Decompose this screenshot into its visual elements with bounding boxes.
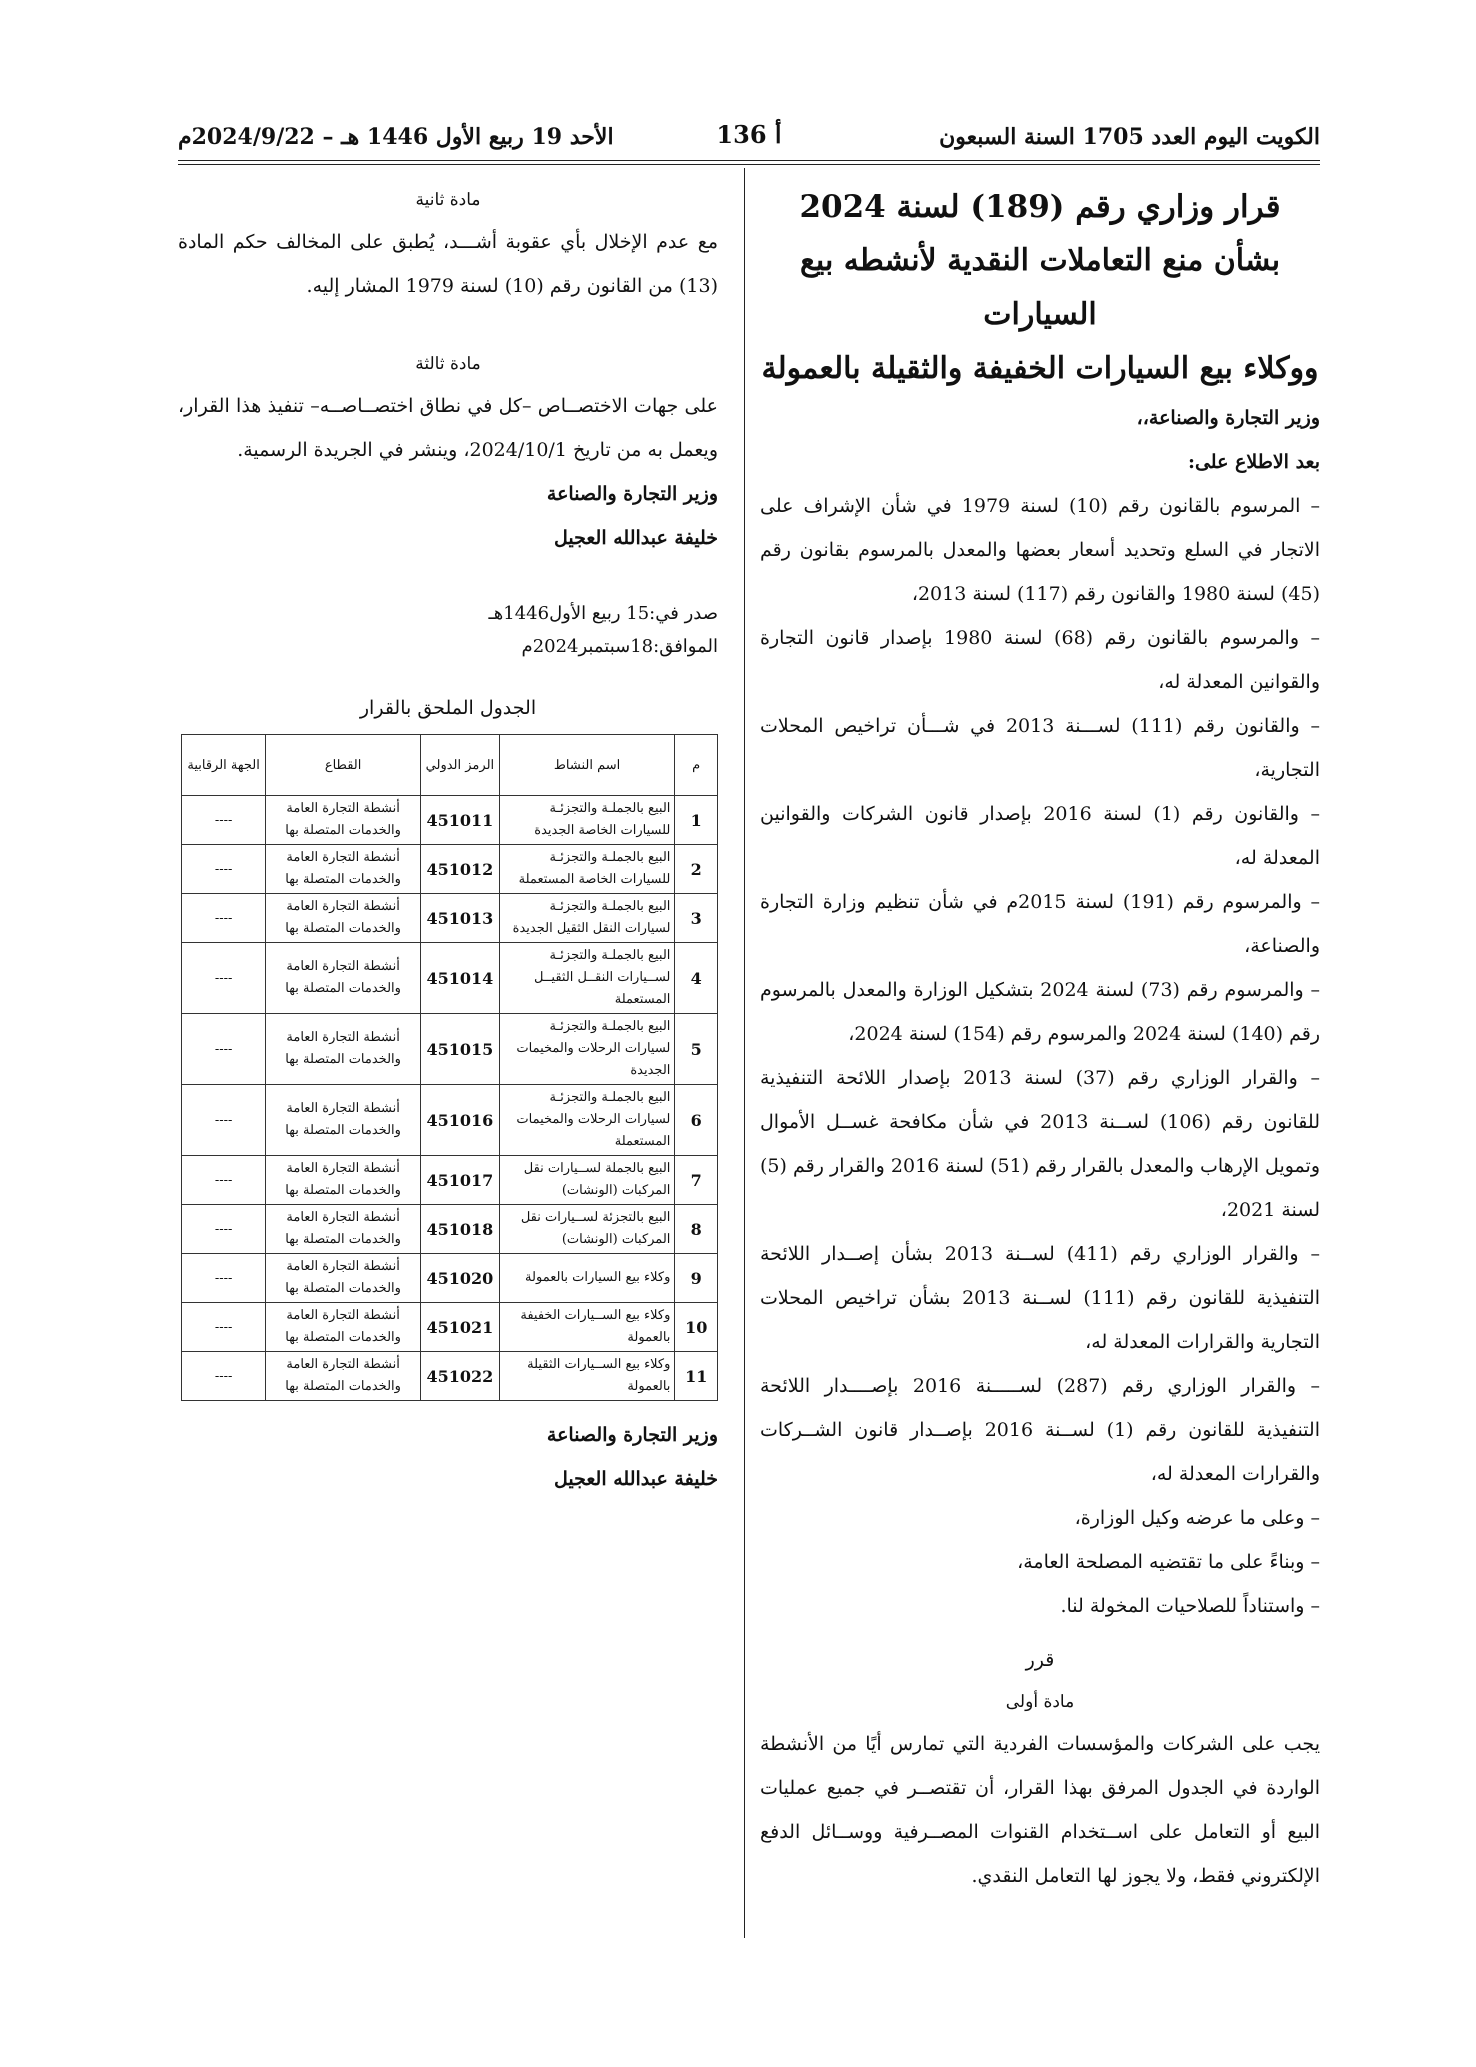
preamble-paragraph: بعد الاطلاع على: bbox=[1187, 451, 1320, 473]
header-rule bbox=[178, 160, 1320, 161]
row-number: 1 bbox=[675, 796, 718, 845]
right-column bbox=[760, 180, 1320, 1898]
footer-signature-name: خليفة عبدالله العجيل bbox=[553, 1468, 718, 1490]
signature-title: وزير التجارة والصناعة bbox=[546, 483, 718, 505]
table-row bbox=[182, 894, 718, 943]
row-sector: أنشطة التجارة العامة والخدمات المتصلة بها bbox=[266, 943, 421, 1014]
table-row bbox=[182, 845, 718, 894]
gazette-issue-info: الكويت اليوم العدد 1705 السنة السبعون bbox=[939, 124, 1320, 150]
row-code: 451022 bbox=[421, 1352, 500, 1401]
annex-table-body bbox=[182, 796, 718, 1401]
preamble-paragraph: – والمرسوم بالقانون رقم (68) لسنة 1980 بإصدار قانون التجارة والقوانين المعدلة له، bbox=[760, 627, 1321, 693]
issue-date: الأحد 19 ربيع الأول 1446 هـ – 2024/9/22م bbox=[178, 124, 614, 150]
preamble-paragraph: – والقرار الوزاري رقم (411) لســنة 2013 بشأن إصــدار اللائحة التنفيذية للقانون رقم (111) لســنة 2013 بشأن تراخيص المحلات التجارية والقرارات المعدلة له، bbox=[760, 1243, 1320, 1353]
row-code: 451011 bbox=[421, 796, 500, 845]
table-row bbox=[182, 1254, 718, 1303]
row-sector: أنشطة التجارة العامة والخدمات المتصلة بها bbox=[266, 1085, 421, 1156]
row-activity: البيع بالجملـة والتجزئـة لسيارات الرحلات والمخيمات المستعملة bbox=[499, 1085, 675, 1156]
row-number: 2 bbox=[675, 845, 718, 894]
row-activity: وكلاء بيع الســيارات الثقيلة بالعمولة bbox=[499, 1352, 675, 1401]
row-authority: ---- bbox=[182, 1156, 266, 1205]
row-code: 451016 bbox=[421, 1085, 500, 1156]
row-activity: وكلاء بيع السيارات بالعمولة bbox=[499, 1254, 675, 1303]
row-activity: البيع بالجملـة والتجزئـة لســيارات النقــل الثقيــل المستعملة bbox=[499, 943, 675, 1014]
signature-name: خليفة عبدالله العجيل bbox=[553, 527, 718, 549]
article-3-title: مادة ثالثة bbox=[415, 354, 481, 374]
preamble-paragraph: – وبناءً على ما تقتضيه المصلحة العامة، bbox=[1017, 1551, 1320, 1573]
preamble bbox=[760, 396, 1320, 1628]
row-activity: البيع بالجملـة والتجزئـة للسيارات الخاصة الجديدة bbox=[499, 796, 675, 845]
article-2-title: مادة ثانية bbox=[415, 190, 481, 210]
preamble-paragraph: – والمرسوم رقم (73) لسنة 2024 بتشكيل الوزارة والمعدل بالمرسوم رقم (140) لسنة 2024 والمرسوم رقم (154) لسنة 2024، bbox=[760, 979, 1320, 1045]
table-row bbox=[182, 1014, 718, 1085]
issued-date: صدر في:15 ربيع الأول1446هـ bbox=[488, 603, 718, 624]
row-sector: أنشطة التجارة العامة والخدمات المتصلة بها bbox=[266, 1156, 421, 1205]
row-activity: البيع بالجملـة والتجزئـة لسيارات النقل الثقيل الجديدة bbox=[499, 894, 675, 943]
decision-title: قرار وزاري رقم (189) لسنة 2024 bbox=[799, 189, 1281, 225]
row-number: 10 bbox=[675, 1303, 718, 1352]
header-activity: اسم النشاط bbox=[499, 735, 675, 796]
preamble-paragraph: – المرسوم بالقانون رقم (10) لسنة 1979 في شأن الإشراف على الاتجار في السلع وتحديد أسعار بعضها والمعدل بالمرسوم بقانون رقم (45) لسنة 1980 والقانون رقم (117) لسنة 2013، bbox=[760, 495, 1320, 605]
row-number: 8 bbox=[675, 1205, 718, 1254]
article-3-text: على جهات الاختصــاص –كل في نطاق اختصــاصــه– تنفيذ هذا القرار، ويعمل به من تاريخ 2024/10/1، وينشر في الجريدة الرسمية. bbox=[178, 395, 718, 461]
row-number: 4 bbox=[675, 943, 718, 1014]
row-authority: ---- bbox=[182, 1352, 266, 1401]
corresponding-date: الموافق:18سبتمبر2024م bbox=[521, 636, 718, 657]
row-authority: ---- bbox=[182, 943, 266, 1014]
row-activity: البيع بالجملـة والتجزئـة لسيارات الرحلات والمخيمات الجديدة bbox=[499, 1014, 675, 1085]
row-sector: أنشطة التجارة العامة والخدمات المتصلة بها bbox=[266, 1303, 421, 1352]
preamble-paragraph: – والمرسوم رقم (191) لسنة 2015م في شأن تنظيم وزارة التجارة والصناعة، bbox=[760, 891, 1320, 957]
preamble-paragraph: وزير التجارة والصناعة،، bbox=[1136, 407, 1320, 429]
row-sector: أنشطة التجارة العامة والخدمات المتصلة بها bbox=[266, 1205, 421, 1254]
row-number: 9 bbox=[675, 1254, 718, 1303]
table-row bbox=[182, 943, 718, 1014]
row-authority: ---- bbox=[182, 1303, 266, 1352]
row-number: 7 bbox=[675, 1156, 718, 1205]
row-authority: ---- bbox=[182, 894, 266, 943]
header-number: م bbox=[675, 735, 718, 796]
table-row bbox=[182, 796, 718, 845]
article-1-text: يجب على الشركات والمؤسسات الفردية التي تمارس أيًا من الأنشطة الواردة في الجدول المرفق بهذا القرار، أن تقتصــر في جميع عمليات البيع أو التعامل على اســتخدام القنوات المصــرفية ووســائل الدفع الإلكتروني فقط، ولا يجوز لها التعامل النقدي. bbox=[760, 1733, 1320, 1887]
preamble-paragraph: – والقرار الوزاري رقم (287) لســـــنة 2016 بإصــــدار اللائحة التنفيذية للقانون رقم (1) لســنة 2016 بإصــدار قانون الشــركات والقرارات المعدلة له، bbox=[760, 1375, 1320, 1485]
row-number: 11 bbox=[675, 1352, 718, 1401]
preamble-paragraph: – واستناداً للصلاحيات المخولة لنا. bbox=[1060, 1595, 1320, 1617]
row-code: 451012 bbox=[421, 845, 500, 894]
row-authority: ---- bbox=[182, 1254, 266, 1303]
row-code: 451017 bbox=[421, 1156, 500, 1205]
row-sector: أنشطة التجارة العامة والخدمات المتصلة بها bbox=[266, 1352, 421, 1401]
column-divider bbox=[744, 168, 745, 1938]
row-activity: البيع بالتجزئة لســيارات نقل المركبات (الونشات) bbox=[499, 1205, 675, 1254]
row-activity: وكلاء بيع الســيارات الخفيفة بالعمولة bbox=[499, 1303, 675, 1352]
decided-heading: قرر bbox=[1025, 1649, 1055, 1671]
table-row bbox=[182, 1156, 718, 1205]
table-header-row bbox=[182, 735, 718, 796]
decision-subtitle-line-1: بشأن منع التعاملات النقدية لأنشطه بيع السيارات bbox=[799, 243, 1281, 332]
article-2-text: مع عدم الإخلال بأي عقوبة أشـــد، يُطبق على المخالف حكم المادة (13) من القانون رقم (10) لسنة 1979 المشار إليه. bbox=[178, 231, 718, 297]
row-sector: أنشطة التجارة العامة والخدمات المتصلة بها bbox=[266, 845, 421, 894]
row-activity: البيع بالجملة لســيارات نقل المركبات (الونشات) bbox=[499, 1156, 675, 1205]
row-code: 451013 bbox=[421, 894, 500, 943]
page-header bbox=[178, 120, 1320, 154]
annex-table-title: الجدول الملحق بالقرار bbox=[359, 697, 537, 719]
decision-subtitle-line-2: ووكلاء بيع السيارات الخفيفة والثقيلة بالعمولة bbox=[761, 351, 1319, 386]
preamble-paragraph: – وعلى ما عرضه وكيل الوزارة، bbox=[1074, 1507, 1320, 1529]
table-row bbox=[182, 1303, 718, 1352]
header-authority: الجهة الرقابية bbox=[182, 735, 266, 796]
row-code: 451021 bbox=[421, 1303, 500, 1352]
row-number: 6 bbox=[675, 1085, 718, 1156]
row-sector: أنشطة التجارة العامة والخدمات المتصلة بها bbox=[266, 796, 421, 845]
row-code: 451018 bbox=[421, 1205, 500, 1254]
preamble-paragraph: – والقانون رقم (111) لســـنة 2013 في شـــأن تراخيص المحلات التجارية، bbox=[760, 715, 1320, 781]
row-activity: البيع بالجملـة والتجزئـة للسيارات الخاصة المستعملة bbox=[499, 845, 675, 894]
table-row bbox=[182, 1352, 718, 1401]
preamble-paragraph: – والقانون رقم (1) لسنة 2016 بإصدار قانون الشركات والقوانين المعدلة له، bbox=[760, 803, 1320, 869]
row-code: 451014 bbox=[421, 943, 500, 1014]
row-sector: أنشطة التجارة العامة والخدمات المتصلة بها bbox=[266, 894, 421, 943]
preamble-paragraph: – والقرار الوزاري رقم (37) لسنة 2013 بإصدار اللائحة التنفيذية للقانون رقم (106) لســنة 2013 في شأن مكافحة غســل الأموال وتمويل الإرهاب والمعدل بالقرار رقم (51) لسنة 2016 والقرار رقم (5) لسنة 2021، bbox=[760, 1067, 1321, 1221]
row-code: 451020 bbox=[421, 1254, 500, 1303]
header-sector: القطاع bbox=[266, 735, 421, 796]
row-authority: ---- bbox=[182, 1085, 266, 1156]
page-number: أ 136 bbox=[716, 120, 782, 149]
table-row bbox=[182, 1085, 718, 1156]
left-column bbox=[178, 180, 718, 1501]
row-authority: ---- bbox=[182, 796, 266, 845]
row-sector: أنشطة التجارة العامة والخدمات المتصلة بها bbox=[266, 1254, 421, 1303]
header-rule-secondary bbox=[178, 164, 1320, 165]
row-code: 451015 bbox=[421, 1014, 500, 1085]
row-sector: أنشطة التجارة العامة والخدمات المتصلة بها bbox=[266, 1014, 421, 1085]
row-authority: ---- bbox=[182, 1205, 266, 1254]
annex-table bbox=[181, 734, 718, 1401]
row-authority: ---- bbox=[182, 845, 266, 894]
footer-signature-title: وزير التجارة والصناعة bbox=[546, 1424, 718, 1446]
header-code: الرمز الدولي bbox=[421, 735, 500, 796]
table-row bbox=[182, 1205, 718, 1254]
row-number: 3 bbox=[675, 894, 718, 943]
row-number: 5 bbox=[675, 1014, 718, 1085]
article-1-title: مادة أولى bbox=[1005, 1692, 1075, 1712]
row-authority: ---- bbox=[182, 1014, 266, 1085]
